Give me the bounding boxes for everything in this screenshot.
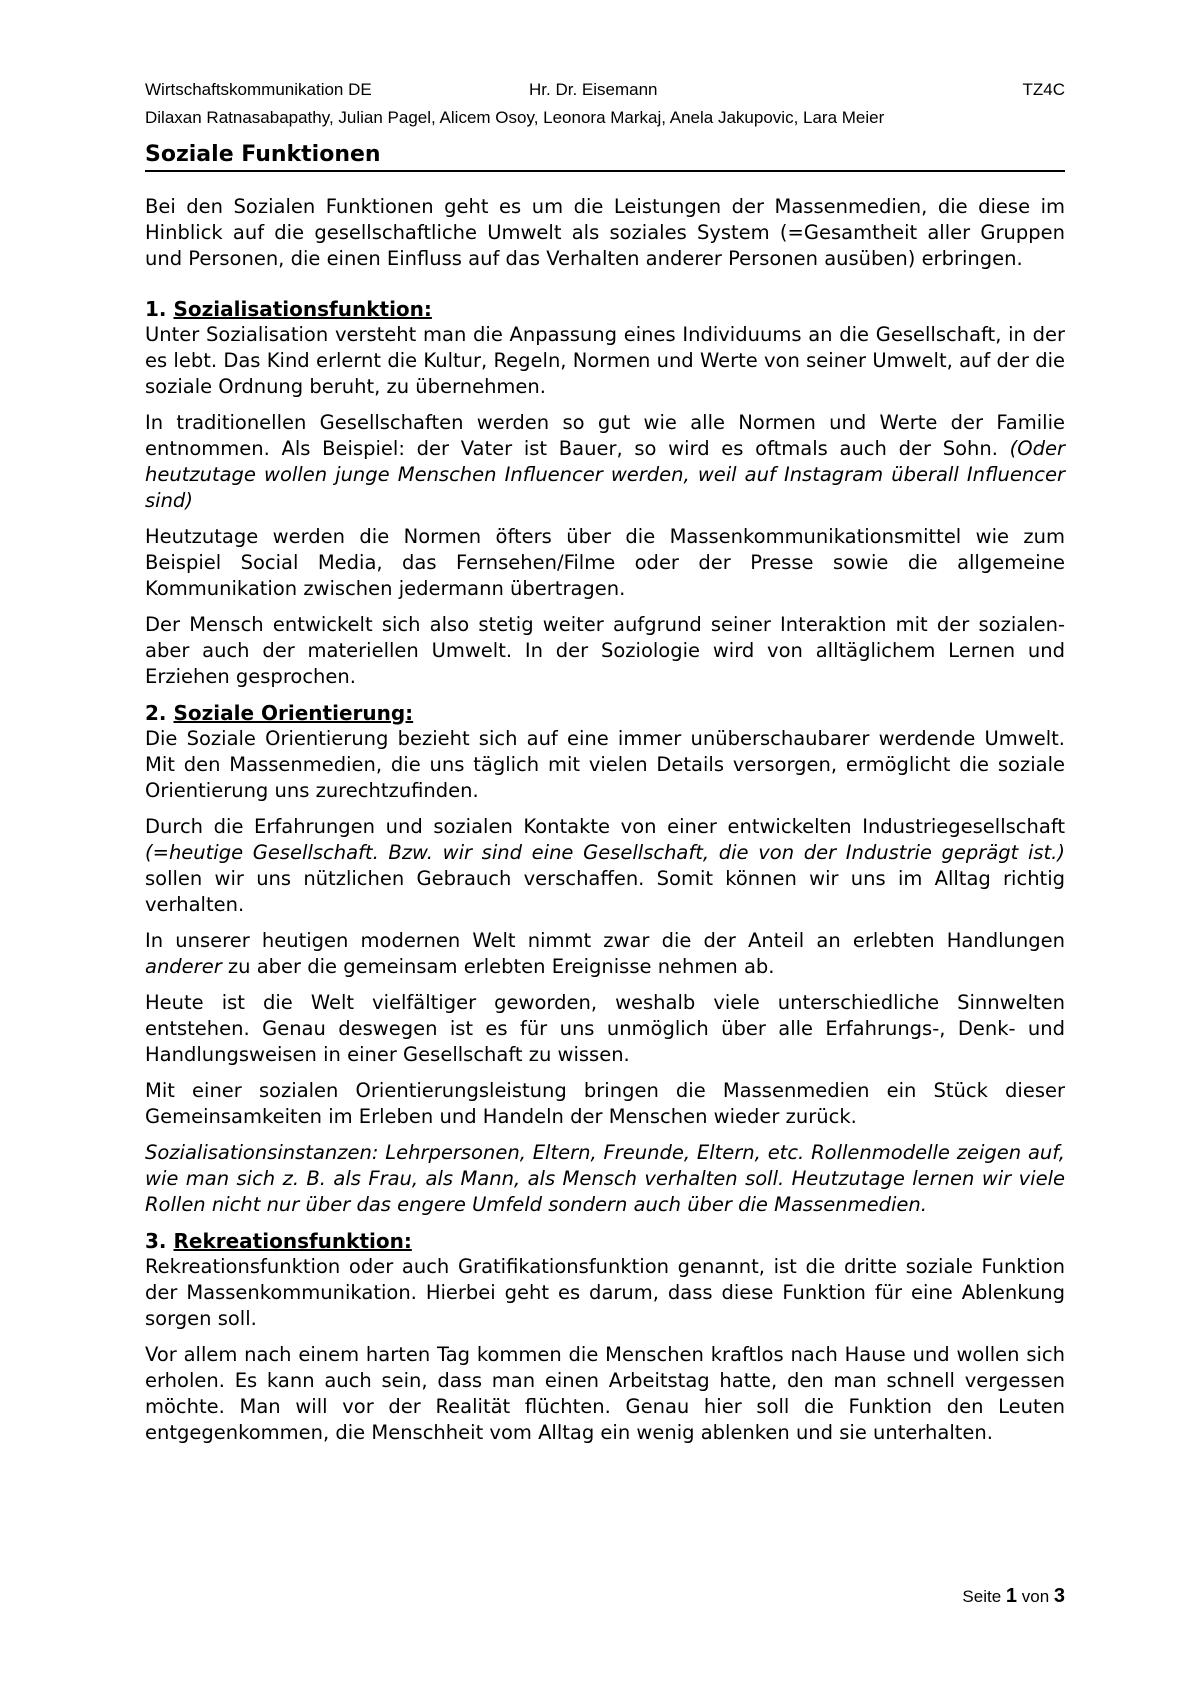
section-title: Soziale Orientierung: bbox=[173, 701, 414, 725]
paragraph: Heute ist die Welt vielfältiger geworden, weshalb viele unterschiedliche Sinnwelten entstehen. Genau deswegen ist es für uns unmöglich über alle Erfahrungs-, Denk- und Handlungsweisen in einer Gesellschaft zu wissen. bbox=[145, 991, 1065, 1066]
text-run: Durch die Erfahrungen und sozialen Kontakte von einer entwickelten Industriegesellschaft bbox=[145, 815, 1065, 838]
paragraph: Mit einer sozialen Orientierungsleistung bringen die Massenmedien ein Stück dieser Gemeinsamkeiten im Erleben und Handeln der Menschen wieder zurück. bbox=[145, 1079, 1065, 1128]
paragraph: Rekreationsfunktion oder auch Gratifikationsfunktion genannt, ist die dritte soziale Funktion der Massenkommunikation. Hierbei geht es darum, dass diese Funktion für eine Ablenkung sorgen soll. bbox=[145, 1255, 1065, 1330]
header-class: TZ4C bbox=[1022, 80, 1065, 99]
paragraph: Heutzutage werden die Normen öfters über die Massenkommunikationsmittel wie zum Beispiel Social Media, das Fernsehen/Filme oder der Presse sowie die allgemeine Kommunikation zwischen jedermann übertragen. bbox=[145, 525, 1065, 600]
paragraph: Der Mensch entwickelt sich also stetig weiter aufgrund seiner Interaktion mit der sozialen- aber auch der materiellen Umwelt. In der Soziologie wird von alltäglichem Lernen und Erziehen gesprochen. bbox=[145, 613, 1065, 688]
header-row bbox=[145, 76, 1065, 104]
section-heading bbox=[145, 1228, 1065, 1254]
paragraph bbox=[145, 814, 1065, 918]
page-footer bbox=[860, 1585, 1065, 1608]
header-course: Wirtschaftskommunikation DE bbox=[145, 80, 372, 99]
footer-prefix: Seite bbox=[962, 1587, 1006, 1606]
paragraph-italic bbox=[145, 1140, 1065, 1218]
header-authors: Dilaxan Ratnasabapathy, Julian Pagel, Alicem Osoy, Leonora Markaj, Anela Jakupovic, Lara Meier bbox=[145, 108, 885, 127]
page-header bbox=[145, 76, 1065, 132]
header-teacher: Hr. Dr. Eisemann bbox=[529, 80, 658, 99]
italic-text: (=heutige Gesellschaft. Bzw. wir sind eine Gesellschaft, die von der Industrie geprägt ist.) bbox=[145, 841, 1065, 864]
section-heading bbox=[145, 700, 1065, 726]
document-title: Soziale Funktionen bbox=[145, 142, 1065, 172]
intro-paragraph: Bei den Sozialen Funktionen geht es um die Leistungen der Massenmedien, die diese im Hinblick auf die gesellschaftliche Umwelt als soziales System (=Gesamtheit aller Gruppen und Personen, die einen Einfluss auf das Verhalten anderer Personen ausüben) erbringen. bbox=[145, 195, 1065, 270]
italic-text: Sozialisationsinstanzen: Lehrpersonen, Eltern, Freunde, Eltern, etc. Rollenmodelle zeigen auf, wie man sich z. B. als Frau, als Mann, als Mensch verhalten soll. Heutzutage lernen wir viele Rollen nicht nur über das engere Umfeld sondern auch über die Massenmedien. bbox=[145, 1141, 1065, 1216]
section-number: 1. bbox=[145, 297, 174, 321]
section-number: 3. bbox=[145, 1229, 174, 1253]
page-total: 3 bbox=[1053, 1585, 1065, 1607]
paragraph: Vor allem nach einem harten Tag kommen die Menschen kraftlos nach Hause und wollen sich erholen. Es kann auch sein, dass man einen Arbeitstag hatte, den man schnell vergessen möchte. Man will vor der Realität flüchten. Genau hier soll die Funktion den Leuten entgegenkommen, die Menschheit vom Alltag ein wenig ablenken und sie unterhalten. bbox=[145, 1343, 1065, 1444]
paragraph bbox=[145, 928, 1065, 980]
footer-middle: von bbox=[1017, 1587, 1054, 1606]
text-run: zu aber die gemeinsam erlebten Ereignisse nehmen ab. bbox=[221, 955, 775, 978]
paragraph: Die Soziale Orientierung bezieht sich auf eine immer unüberschaubarer werdende Umwelt. Mit den Massenmedien, die uns täglich mit vielen Details versorgen, ermöglicht die soziale Orientierung uns zurechtzufinden. bbox=[145, 727, 1065, 802]
text-run: In traditionellen Gesellschaften werden so gut wie alle Normen und Werte der Familie entnommen. Als Beispiel: der Vater ist Bauer, so wird es oftmals auch der Sohn. bbox=[145, 411, 1065, 460]
section-title: Rekreationsfunktion: bbox=[173, 1229, 412, 1253]
italic-text: anderer bbox=[145, 955, 222, 978]
section-number: 2. bbox=[145, 701, 174, 725]
paragraph: Unter Sozialisation versteht man die Anpassung eines Individuums an die Gesellschaft, in der es lebt. Das Kind erlernt die Kultur, Regeln, Normen und Werte von seiner Umwelt, auf der die soziale Ordnung beruht, zu übernehmen. bbox=[145, 323, 1065, 398]
text-run: sollen wir uns nützlichen Gebrauch verschaffen. Somit können wir uns im Alltag richtig verhalten. bbox=[145, 867, 1065, 916]
text-run: In unserer heutigen modernen Welt nimmt zwar die der Anteil an erlebten Handlungen bbox=[145, 929, 1065, 952]
paragraph bbox=[145, 410, 1065, 514]
section-title: Sozialisationsfunktion: bbox=[173, 297, 432, 321]
italic-text: (Oder heutzutage wollen junge Menschen Influencer werden, weil auf Instagram überall Influencer sind) bbox=[145, 437, 1065, 512]
page-number: 1 bbox=[1005, 1585, 1018, 1607]
section-heading bbox=[145, 296, 1065, 322]
document-body bbox=[145, 142, 1065, 1456]
